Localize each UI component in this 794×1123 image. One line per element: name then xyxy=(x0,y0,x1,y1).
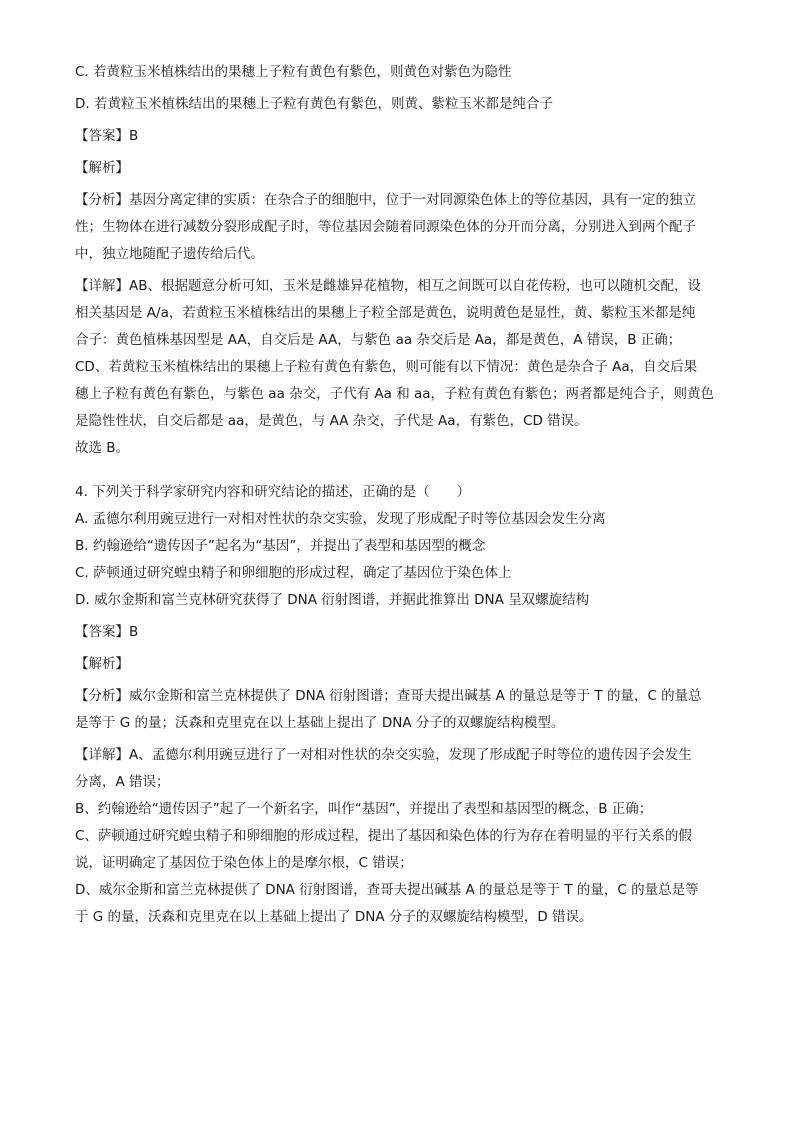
q4-xiangjie-line: 【详解】A、孟德尔利用豌豆进行了一对相对性状的杂交实验，发现了形成配子时等位的遗传因子会发生 xyxy=(75,747,692,763)
q3-xiangjie-line: CD、若黄粒玉米植株结出的果穗上子粒有黄色有紫色，则可能有以下情况：黄色是杂合子 Aa，自交后果 xyxy=(75,359,698,375)
q3-xiangjie-line: 【详解】AB、根据题意分析可知，玉米是雌雄异花植物，相互之间既可以自花传粉，也可以随机交配，设 xyxy=(75,278,701,294)
q4-xiangjie-line: B、约翰逊给“遗传因子”起了一个新名字，叫作“基因”，并提出了表型和基因型的概念，B 正确； xyxy=(75,801,653,817)
q4-fenxi-line: 【分析】威尔金斯和富兰克林提供了 DNA 衍射图谱；查哥夫提出碱基 A 的量总是等于 T 的量，C 的量总 xyxy=(75,688,702,704)
q4-xiangjie-line: C、萨顿通过研究蝗虫精子和卵细胞的形成过程，提出了基因和染色体的行为存在着明显的平行关系的假 xyxy=(75,828,692,844)
q4-option-b: B. 约翰逊给“遗传因子”起名为“基因”，并提出了表型和基因型的概念 xyxy=(75,538,486,554)
q3-fenxi-line: 【分析】基因分离定律的实质：在杂合子的细胞中，位于一对同源染色体上的等位基因，具有一定的独立 xyxy=(75,192,696,208)
q4-xiangjie-line: 分离，A 错误； xyxy=(75,774,170,790)
q3-xiangjie-line: 相关基因是 A/a，若黄粒玉米植株结出的果穗上子粒全部是黄色，说明黄色是显性，黄、紫粒玉米都是纯 xyxy=(75,305,696,321)
q3-xiangjie-line: 是隐性性状，自交后都是 aa，是黄色，与 AA 杂交，子代是 Aa，有紫色，CD 错误。 xyxy=(75,413,588,429)
q4-option-d: D. 威尔金斯和富兰克林研究获得了 DNA 衍射图谱，并据此推算出 DNA 呈双螺旋结构 xyxy=(75,592,590,608)
q4-option-a: A. 孟德尔利用豌豆进行一对相对性状的杂交实验，发现了形成配子时等位基因会发生分离 xyxy=(75,511,606,527)
q4-answer: 【答案】B xyxy=(75,624,139,640)
q4-xiangjie-line: 于 G 的量，沃森和克里克在以上基础上提出了 DNA 分子的双螺旋结构模型，D 错误。 xyxy=(75,909,593,925)
q4-xiangjie xyxy=(75,745,725,928)
q3-option-d: D. 若黄粒玉米植株结出的果穗上子粒有黄色有紫色，则黄、紫粒玉米都是纯合子 xyxy=(75,96,553,112)
q4-stem: 4. 下列关于科学家研究内容和研究结论的描述，正确的是（ ） xyxy=(75,484,471,500)
q4-xiangjie-line: 说，证明确定了基因位于染色体上的是摩尔根，C 错误； xyxy=(75,855,413,871)
question-gap xyxy=(75,470,725,482)
q3-answer: 【答案】B xyxy=(75,128,139,144)
q3-analysis-title: 【解析】 xyxy=(75,160,129,176)
q4-option-c: C. 萨顿通过研究蝗虫精子和卵细胞的形成过程，确定了基因位于染色体上 xyxy=(75,565,512,581)
document-page xyxy=(75,62,725,939)
q4-question xyxy=(75,482,725,611)
q3-option-c: C. 若黄粒玉米植株结出的果穗上子粒有黄色有紫色，则黄色对紫色为隐性 xyxy=(75,64,512,80)
q4-fenxi-line: 是等于 G 的量；沃森和克里克在以上基础上提出了 DNA 分子的双螺旋结构模型。 xyxy=(75,715,565,731)
q4-fenxi xyxy=(75,686,725,734)
q3-fenxi-line: 性；生物体在进行减数分裂形成配子时，等位基因会随着同源染色体的分开而分离，分别进入到两个配子 xyxy=(75,219,696,235)
q4-xiangjie-line: D、威尔金斯和富兰克林提供了 DNA 衍射图谱，查哥夫提出碱基 A 的量总是等于 T 的量，C 的量总是等 xyxy=(75,882,699,898)
q3-conclusion: 故选 B。 xyxy=(75,440,130,456)
q3-xiangjie-line: 穗上子粒有黄色有紫色，与紫色 aa 杂交，子代有 Aa 和 aa，子粒有黄色有紫色；两者都是纯合子，则黄色 xyxy=(75,386,715,402)
q4-analysis-title: 【解析】 xyxy=(75,656,129,672)
q3-xiangjie-line: 合子：黄色植株基因型是 AA，自交后是 AA，与紫色 aa 杂交后是 Aa，都是黄色，A 错误，B 正确； xyxy=(75,332,682,348)
q3-xiangjie xyxy=(75,276,725,459)
q3-fenxi-line: 中，独立地随配子遗传给后代。 xyxy=(75,246,264,262)
q3-fenxi xyxy=(75,190,725,265)
